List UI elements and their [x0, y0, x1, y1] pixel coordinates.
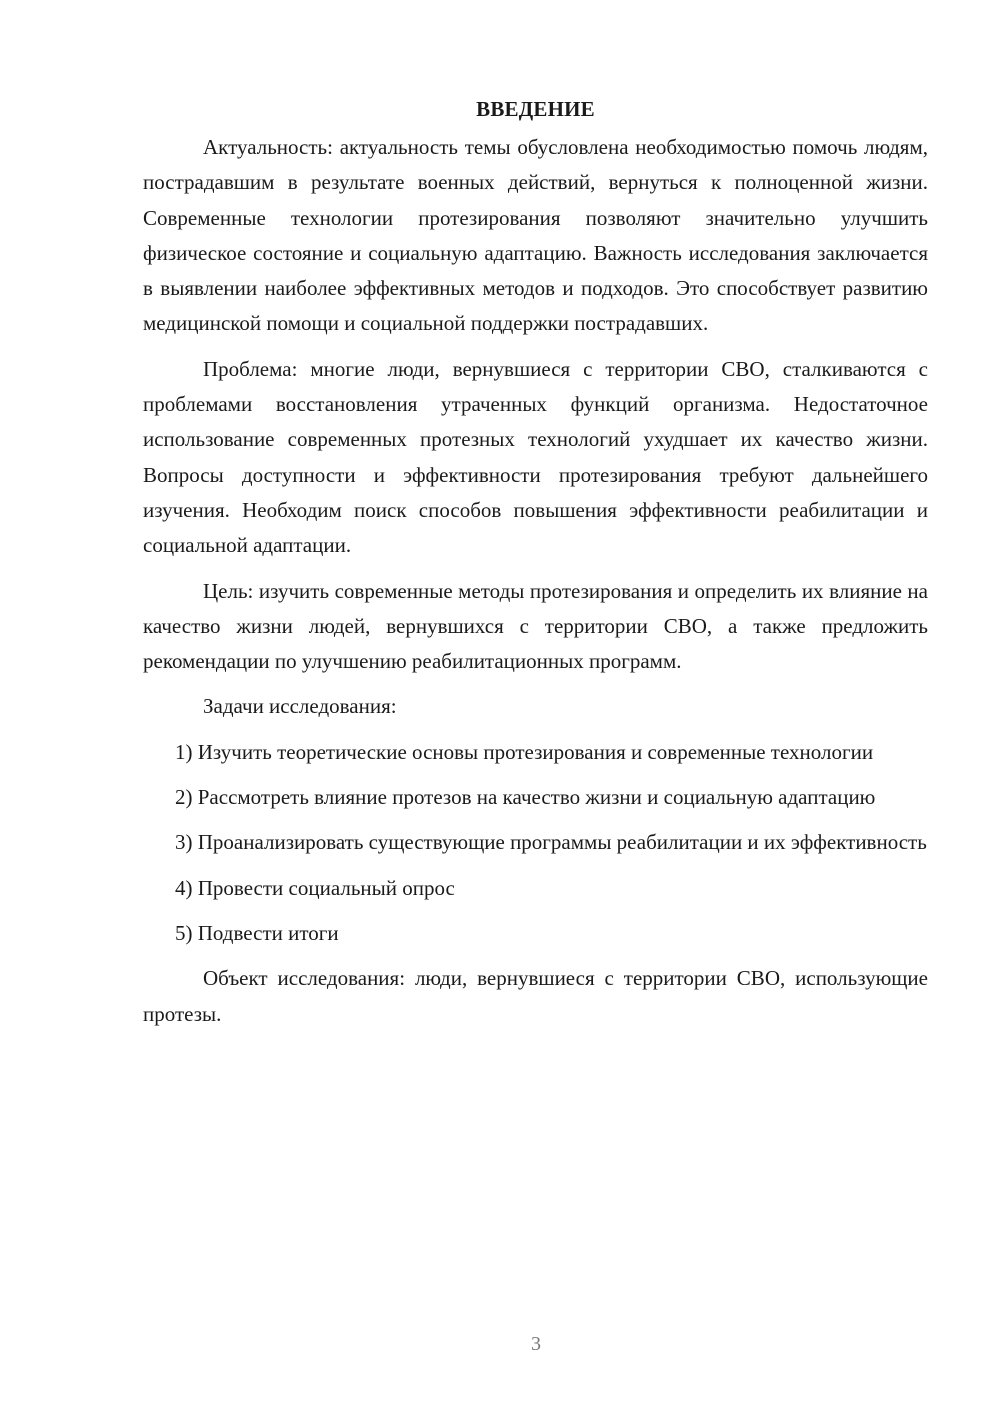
section-title: ВВЕДЕНИЕ [476, 97, 595, 121]
task-item-3: 3) Проанализировать существующие программы реабилитации и их эффективность [175, 830, 927, 855]
document-page [143, 92, 928, 1042]
tasks-heading: Задачи исследования: [203, 694, 397, 719]
task-item-4: 4) Провести социальный опрос [175, 875, 455, 900]
paragraph-problem: Проблема: многие люди, вернувшиеся с территории СВО, сталкиваются с проблемами восстановления утраченных функций организма. Недостаточное использование современных протезных технологий ухудшает их качество жизни. Вопросы доступности и эффективности протезирования требуют дальнейшего изучения. Необходим поиск способов повышения эффективности реабилитации и социальной адаптации. [143, 356, 928, 558]
paragraph-goal: Цель: изучить современные методы протезирования и определить их влияние на качество жизни людей, вернувшихся с территории СВО, а также предложить рекомендации по улучшению реабилитационных программ. [143, 578, 928, 674]
paragraph-object: Объект исследования: люди, вернувшиеся с территории СВО, использующие протезы. [143, 966, 928, 1026]
task-item-2: 2) Рассмотреть влияние протезов на качество жизни и социальную адаптацию [175, 785, 876, 810]
task-item-1: 1) Изучить теоретические основы протезирования и современные технологии [175, 739, 874, 764]
paragraph-relevance: Актуальность: актуальность темы обусловлена необходимостью помочь людям, пострадавшим в результате военных действий, вернуться к полноценной жизни. Современные технологии протезирования позволяют значительно улучшить физическое состояние и социальную адаптацию. Важность исследования заключается в выявлении наиболее эффективных методов и подходов. Это способствует развитию медицинской помощи и социальной поддержки пострадавших. [143, 135, 928, 336]
task-item-5: 5) Подвести итоги [175, 920, 339, 945]
page-number: 3 [531, 1333, 541, 1355]
